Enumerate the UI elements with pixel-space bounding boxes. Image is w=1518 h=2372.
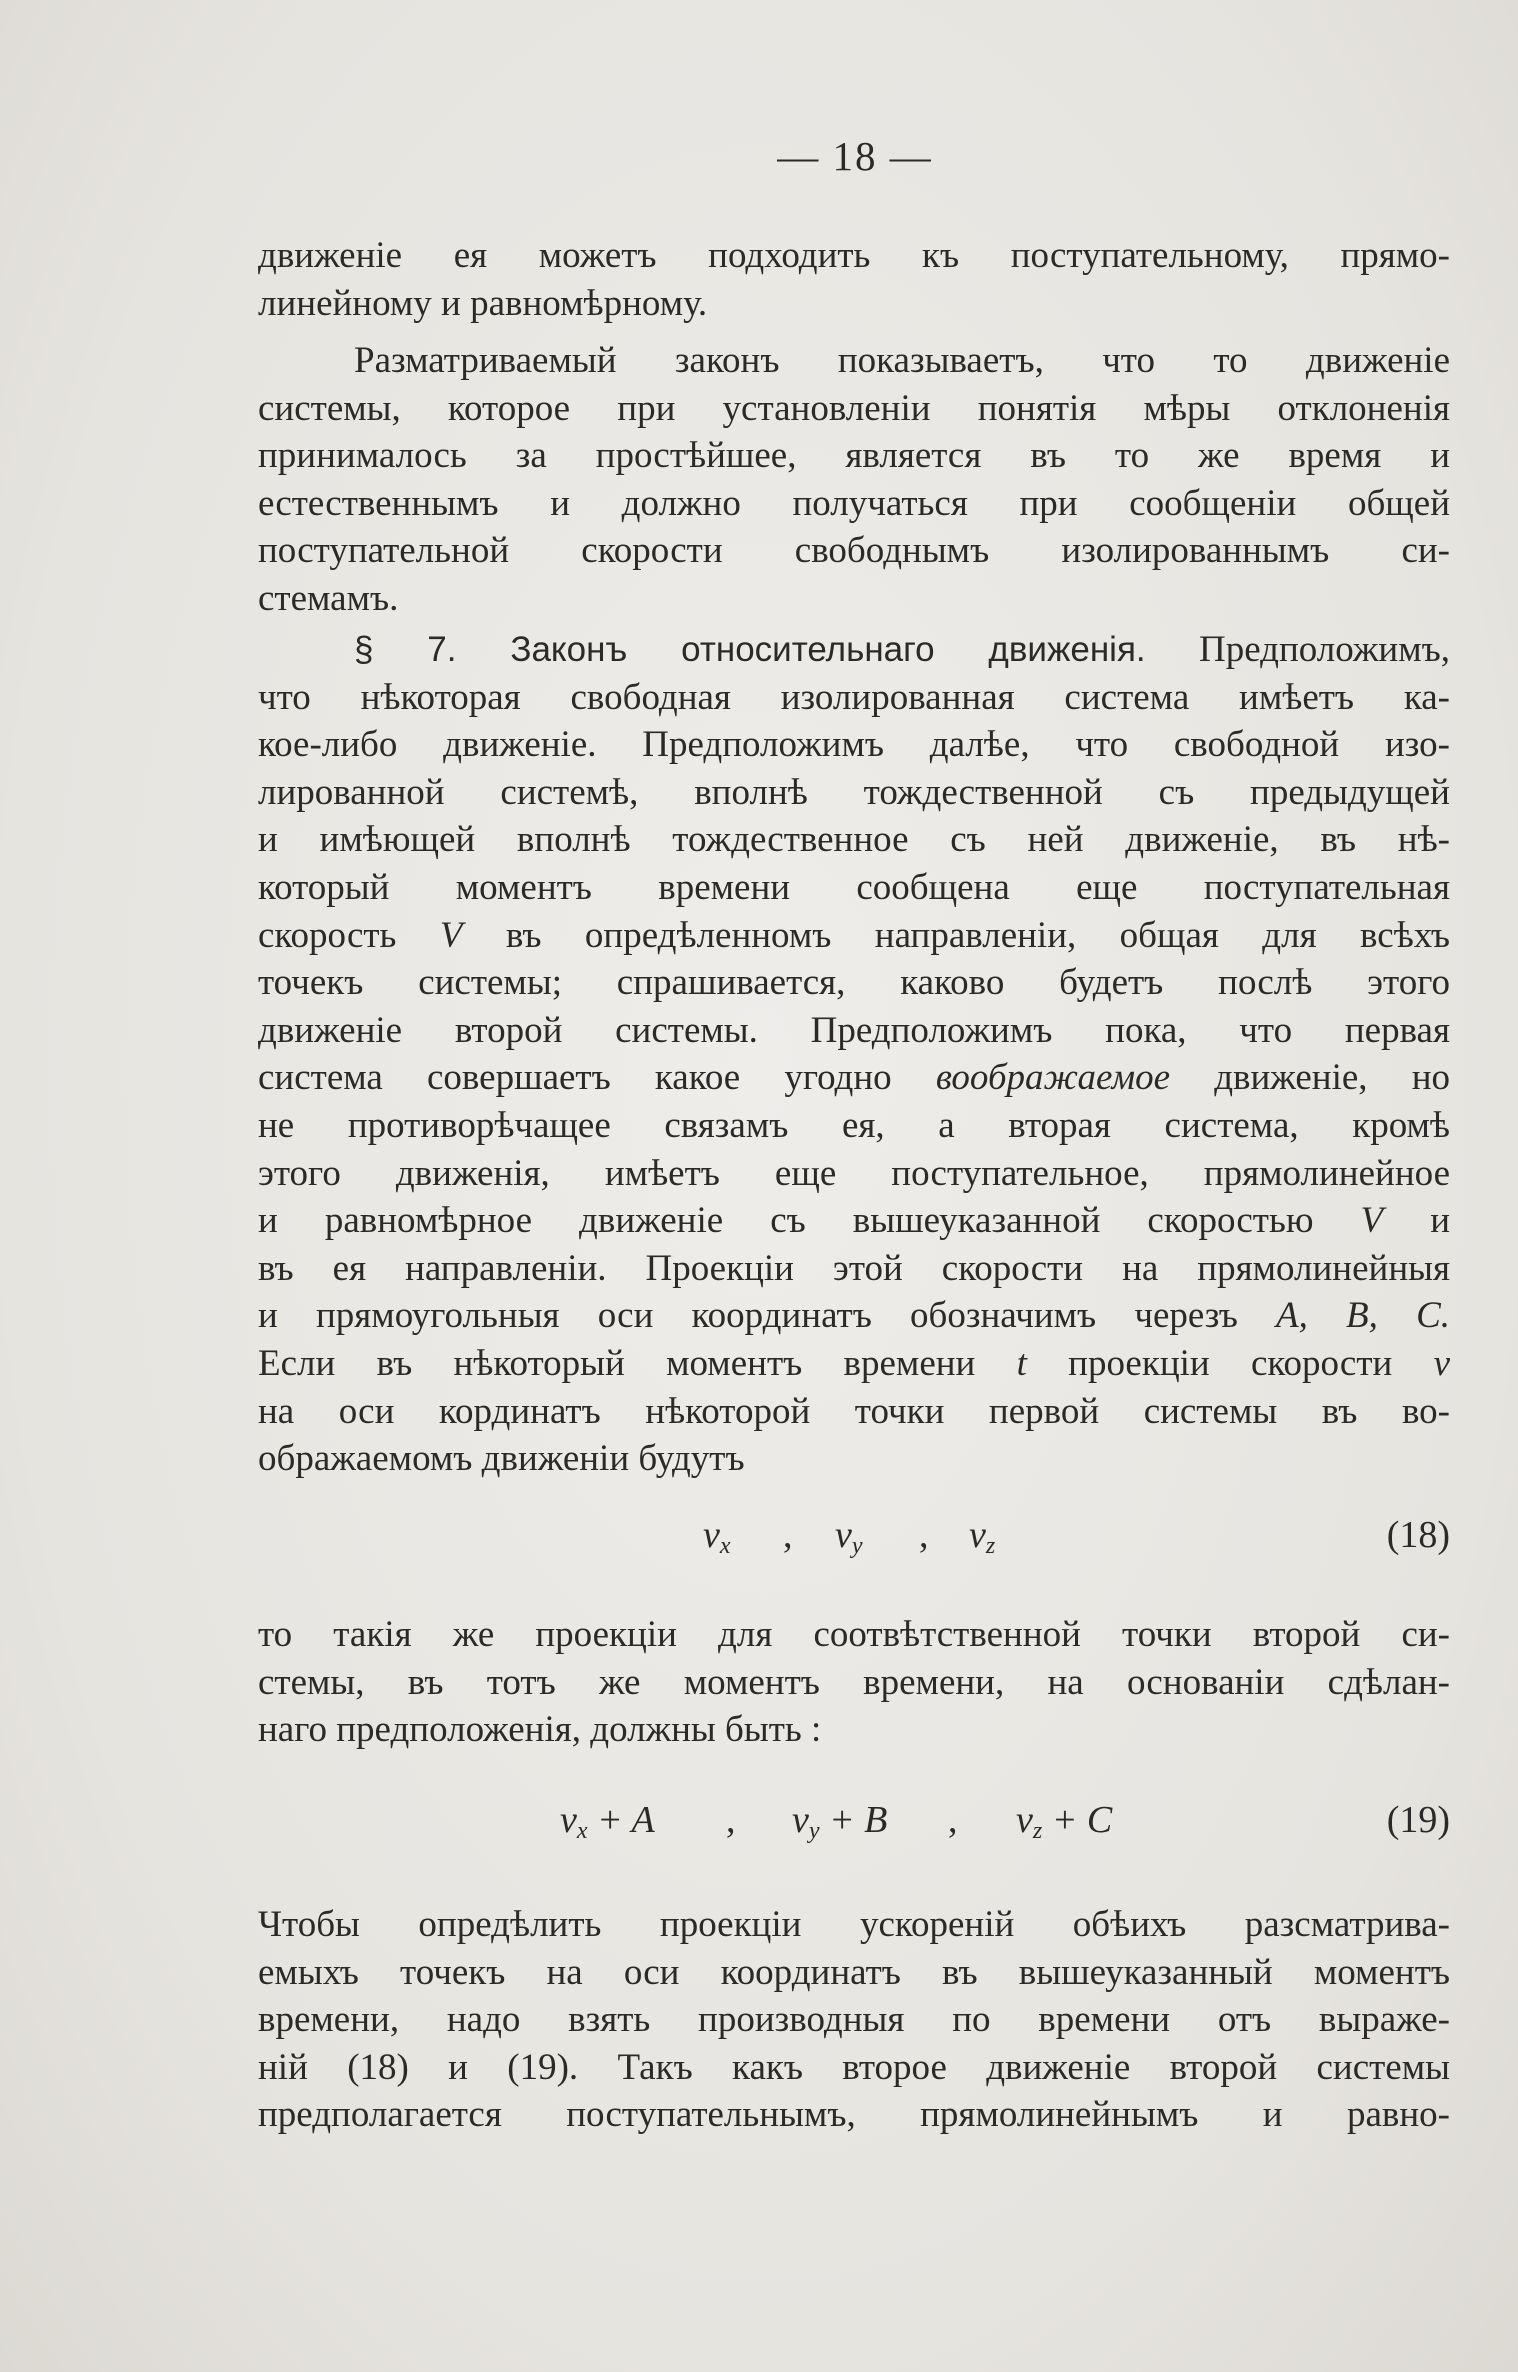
text-line: [258, 1197, 1450, 1245]
text-fragment: и прямоугольныя оси координатъ обозначимъ черезъ: [258, 1295, 1238, 1337]
term-vz: $v_z$: [969, 1514, 996, 1559]
text-line: движеніе ея можетъ подходить къ поступательному, прямо-: [258, 235, 1450, 276]
text-line: естественнымъ и должно получаться при сообщеніи общей: [258, 482, 1450, 524]
symbol-t: t: [1016, 1342, 1027, 1384]
text-fragment: и равномѣрное движеніе съ вышеуказанной скоростью: [258, 1200, 1314, 1242]
text-line: этого движенія, имѣетъ еще поступательное, прямолинейное: [258, 1152, 1450, 1194]
separator: ,: [783, 1514, 793, 1556]
symbols-ABC: A, B, C.: [1276, 1295, 1450, 1337]
symbol-V: V: [439, 914, 463, 956]
section-heading-line: [258, 626, 1450, 674]
separator: ,: [948, 1799, 958, 1841]
text-line: ображаемомъ движеніи будутъ: [258, 1438, 745, 1480]
text-line: стемы, въ тотъ же моментъ времени, на основаніи сдѣлан-: [258, 1661, 1450, 1703]
text-line: наго предположенія, должны быть :: [258, 1709, 822, 1751]
text-line: который моментъ времени сообщена еще поступательная: [258, 866, 1450, 908]
text-line: принималось за простѣйшее, является въ то же время и: [258, 435, 1450, 477]
text-line: Разматриваемый законъ показываетъ, что то движеніе: [354, 340, 1450, 381]
term-vy: $v_y$: [835, 1514, 863, 1559]
text-line: [258, 1292, 1450, 1340]
section-heading: § 7. Законъ относительнаго движенія.: [354, 630, 1146, 669]
term-vx-plus-A: $v_x + A$: [560, 1799, 655, 1844]
page-number: — 18 —: [777, 133, 933, 179]
term-vz-plus-C: $v_z + C$: [1016, 1799, 1113, 1844]
text-line: системы, которое при установленіи понятія мѣры отклоненія: [258, 387, 1450, 429]
text-fragment: въ опредѣленномъ направленіи, общая для всѣхъ: [505, 914, 1451, 956]
equation-19: [258, 1798, 1450, 1858]
text-fragment: система совершаетъ какое угодно: [258, 1057, 892, 1099]
text-line: кое-либо движеніе. Предположимъ далѣе, что свободной изо-: [258, 724, 1450, 766]
text-line: линейному и равномѣрному.: [258, 282, 708, 324]
text-line: емыхъ точекъ на оси координатъ въ вышеуказанный моментъ: [258, 1951, 1450, 1993]
text-line: точекъ системы; спрашивается, каково будетъ послѣ этого: [258, 962, 1450, 1004]
paragraph-continuation: [258, 232, 1450, 327]
term-vx: $v_x$: [703, 1514, 731, 1559]
text-line: [258, 1054, 1450, 1102]
text-line: предполагается поступательнымъ, прямолинейнымъ и равно-: [258, 2094, 1450, 2136]
separator: ,: [919, 1514, 929, 1556]
text-fragment: и: [1430, 1200, 1450, 1242]
text-line: Чтобы опредѣлить проекціи ускореній обѣихъ разсматрива-: [258, 1904, 1450, 1945]
text-line: и имѣющей вполнѣ тождественное съ ней движеніе, въ нѣ-: [258, 819, 1450, 861]
symbol-V: V: [1360, 1200, 1384, 1242]
term-vy-plus-B: $v_y + B$: [792, 1799, 888, 1844]
text-line: ній (18) и (19). Такъ какъ второе движеніе второй системы: [258, 2046, 1450, 2088]
text-line: то такія же проекціи для соотвѣтственной точки второй си-: [258, 1614, 1450, 1655]
paragraph-accelerations: [258, 1901, 1450, 2139]
text-line: стемамъ.: [258, 577, 399, 619]
text-line: въ ея направленіи. Проекціи этой скорости на прямолинейныя: [258, 1247, 1450, 1289]
text-fragment: скорость: [258, 914, 397, 956]
text-line: [258, 912, 1450, 960]
separator: ,: [726, 1799, 736, 1841]
text-line: времени, надо взять производныя по времени отъ выраже-: [258, 1999, 1450, 2041]
symbol-v: v: [1433, 1342, 1451, 1384]
text-fragment: Предположимъ,: [1199, 629, 1451, 670]
text-line: поступательной скорости свободнымъ изолированнымъ си-: [258, 530, 1450, 572]
paragraph-second-system: [258, 1611, 1450, 1754]
emphasis-word: воображаемое: [935, 1057, 1171, 1099]
text-line: движеніе второй системы. Предположимъ пока, что первая: [258, 1009, 1450, 1051]
text-fragment: проекціи скорости: [1068, 1342, 1393, 1384]
text-line: [258, 1340, 1450, 1388]
section-7-paragraph: [258, 626, 1450, 1483]
equation-18: [258, 1513, 1450, 1573]
equation-number: (19): [1386, 1799, 1450, 1841]
text-line: лированной системѣ, вполнѣ тождественной съ предыдущей: [258, 771, 1450, 813]
paragraph-law-explanation: [258, 337, 1450, 623]
text-line: не противорѣчащее связамъ ея, а вторая система, кромѣ: [258, 1104, 1450, 1146]
text-fragment: Если въ нѣкоторый моментъ времени: [258, 1342, 976, 1384]
text-line: что нѣкоторая свободная изолированная система имѣетъ ка-: [258, 676, 1450, 718]
equation-number: (18): [1386, 1514, 1450, 1556]
text-line: на оси кординатъ нѣкоторой точки первой системы въ во-: [258, 1390, 1450, 1432]
text-fragment: движеніе, но: [1214, 1057, 1451, 1099]
